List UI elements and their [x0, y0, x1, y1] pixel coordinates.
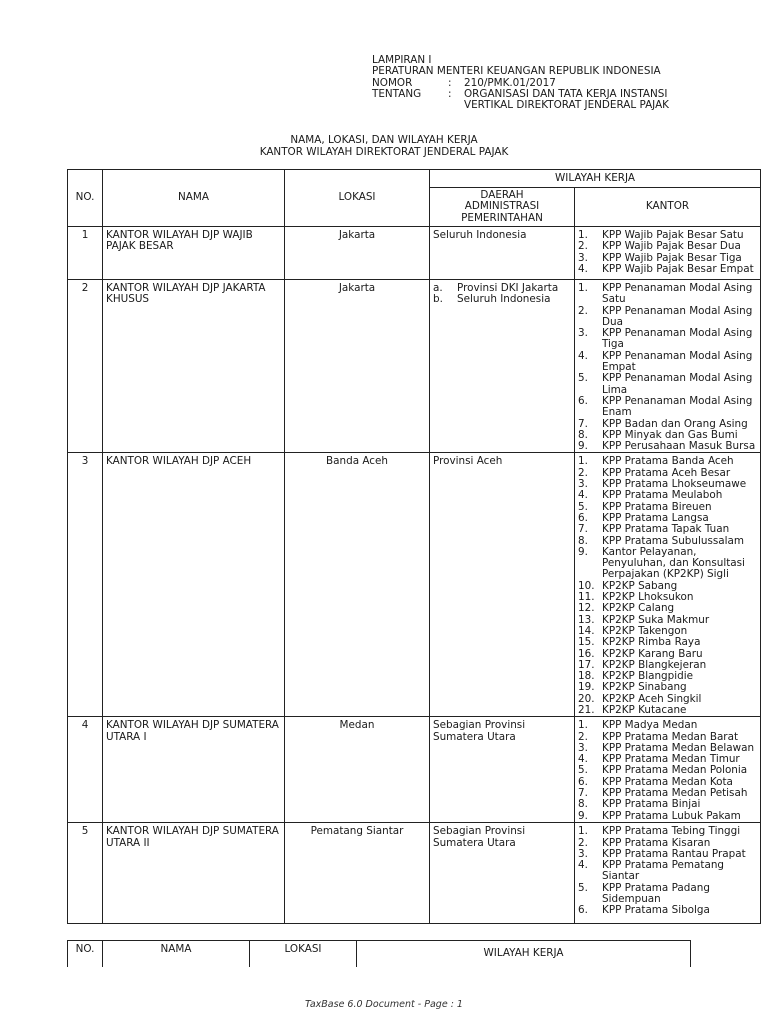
- item-text: KPP Penanaman Modal Asing Satu: [602, 282, 753, 306]
- row-kantor: [575, 227, 761, 280]
- item-number: 1.: [578, 825, 588, 838]
- item-number: 7.: [578, 787, 588, 800]
- table-row: [68, 453, 761, 717]
- header-kantor: KANTOR: [575, 188, 761, 227]
- kantor-item: [578, 441, 757, 452]
- daerah-item: [433, 826, 571, 849]
- header-wilayah-kerja: WILAYAH KERJA: [430, 170, 761, 188]
- table-row: [68, 823, 761, 924]
- item-number: 5.: [578, 881, 588, 894]
- row-no: 4: [68, 717, 103, 823]
- document-header: [372, 55, 669, 111]
- daerah-list: [433, 826, 571, 849]
- item-number: 4.: [578, 489, 588, 502]
- kantor-item: [578, 351, 757, 374]
- row-daerah: [430, 823, 575, 924]
- item-number: a.: [433, 282, 443, 294]
- item-text: KPP Pratama Padang Sidempuan: [602, 881, 710, 906]
- kantor-item: [578, 720, 757, 731]
- item-text: KPP Pratama Medan Kota: [602, 775, 733, 788]
- kantor-item: [578, 811, 757, 822]
- row-nama: KANTOR WILAYAH DJP JAKARTA KHUSUS: [103, 280, 285, 453]
- item-text: KP2KP Aceh Singkil: [602, 692, 702, 705]
- item-number: 7.: [578, 417, 588, 430]
- item-text: KPP Pratama Banda Aceh: [602, 455, 734, 468]
- kantor-item: [578, 883, 757, 906]
- item-number: 18.: [578, 670, 595, 683]
- tentang-separator: :: [448, 87, 452, 100]
- item-text: KPP Penanaman Modal Asing Tiga: [602, 327, 753, 351]
- row-nama: KANTOR WILAYAH DJP ACEH: [103, 453, 285, 717]
- item-number: 21.: [578, 703, 595, 716]
- item-number: 6.: [578, 775, 588, 788]
- kantor-list: [578, 230, 757, 275]
- table-row: [68, 227, 761, 280]
- nomor-separator: :: [448, 76, 452, 89]
- peraturan-title: PERATURAN MENTERI KEUANGAN REPUBLIK INDONESIA: [372, 65, 661, 78]
- item-number: 6.: [578, 394, 588, 407]
- item-number: 15.: [578, 636, 595, 649]
- item-text: Seluruh Indonesia: [457, 293, 551, 306]
- item-number: 17.: [578, 658, 595, 671]
- item-text: Kantor Pelayanan, Penyuluhan, dan Konsultasi Perpajakan (KP2KP) Sigli: [602, 545, 745, 581]
- item-number: b.: [433, 293, 443, 306]
- item-number: 4.: [578, 262, 588, 275]
- item-text: KPP Pratama Meulaboh: [602, 489, 723, 502]
- item-text: KPP Pratama Medan Barat: [602, 730, 739, 743]
- item-number: 1.: [578, 719, 588, 732]
- item-text: KPP Minyak dan Gas Bumi: [602, 428, 738, 441]
- item-number: 16.: [578, 647, 595, 660]
- nomor-value: 210/PMK.01/2017: [464, 76, 556, 89]
- header-daerah: DAERAH ADMINISTRASI PEMERINTAHAN: [430, 188, 575, 227]
- row-lokasi: Medan: [285, 717, 430, 823]
- tentang-row-2: [372, 100, 669, 111]
- item-text: KPP Pratama Binjai: [602, 798, 701, 811]
- item-number: 4.: [578, 859, 588, 872]
- item-number: 2.: [578, 304, 588, 317]
- row-kantor: [575, 453, 761, 717]
- item-text: KP2KP Blangpidie: [602, 670, 693, 683]
- row-no: 3: [68, 453, 103, 717]
- daerah-list: [433, 230, 571, 241]
- wilayah-table: [67, 169, 761, 924]
- kantor-list: [578, 456, 757, 716]
- item-text: KPP Pratama Tebing Tinggi: [602, 825, 741, 838]
- daerah-item: [433, 294, 571, 305]
- item-text: KP2KP Lhoksukon: [602, 591, 694, 604]
- kantor-item: [578, 373, 757, 396]
- daerah-item: [433, 230, 571, 241]
- row-lokasi: Jakarta: [285, 280, 430, 453]
- row-nama: KANTOR WILAYAH DJP SUMATERA UTARA II: [103, 823, 285, 924]
- kantor-list: [578, 283, 757, 452]
- item-number: 19.: [578, 681, 595, 694]
- item-text: KPP Pratama Kisaran: [602, 836, 711, 849]
- row-daerah: [430, 280, 575, 453]
- row-daerah: [430, 717, 575, 823]
- item-number: 1.: [578, 455, 588, 468]
- item-text: KPP Badan dan Orang Asing: [602, 417, 748, 430]
- item-number: 6.: [578, 511, 588, 524]
- kantor-list: [578, 826, 757, 916]
- lampiran-label: LAMPIRAN I: [372, 54, 432, 66]
- item-text: Sebagian Provinsi Sumatera Utara: [433, 719, 526, 743]
- kantor-item: [578, 705, 757, 716]
- item-text: KP2KP Sinabang: [602, 681, 687, 694]
- item-number: 1.: [578, 282, 588, 294]
- kantor-item: [578, 306, 757, 329]
- row-no: 2: [68, 280, 103, 453]
- item-number: 9.: [578, 545, 588, 558]
- daerah-list: [433, 720, 571, 743]
- item-text: KP2KP Calang: [602, 602, 675, 615]
- item-number: 3.: [578, 847, 588, 860]
- item-text: KPP Penanaman Modal Asing Dua: [602, 304, 753, 328]
- item-number: 2.: [578, 466, 588, 479]
- item-text: Sebagian Provinsi Sumatera Utara: [433, 825, 526, 849]
- row-nama: KANTOR WILAYAH DJP WAJIB PAJAK BESAR: [103, 227, 285, 280]
- foot-header-lokasi: LOKASI: [250, 941, 357, 968]
- row-lokasi: Banda Aceh: [285, 453, 430, 717]
- item-text: KP2KP Rimba Raya: [602, 636, 701, 649]
- item-text: Provinsi Aceh: [433, 455, 503, 468]
- foot-header-wilayah-kerja: WILAYAH KERJA: [357, 941, 691, 968]
- item-text: KPP Pratama Bireuen: [602, 500, 712, 513]
- row-daerah: [430, 453, 575, 717]
- item-number: 7.: [578, 523, 588, 536]
- kantor-item: [578, 860, 757, 883]
- table-row: [68, 717, 761, 823]
- continuation-header: [67, 940, 691, 967]
- item-text: KP2KP Sabang: [602, 579, 678, 592]
- item-text: Provinsi DKI Jakarta: [457, 282, 559, 294]
- kantor-item: [578, 283, 757, 306]
- item-text: KPP Pratama Lubuk Pakam: [602, 809, 741, 822]
- item-text: KPP Wajib Pajak Besar Dua: [602, 240, 741, 253]
- kantor-item: [578, 799, 757, 810]
- item-text: KP2KP Suka Makmur: [602, 613, 710, 626]
- kantor-list: [578, 720, 757, 822]
- item-text: KPP Penanaman Modal Asing Empat: [602, 349, 753, 374]
- item-number: 3.: [578, 327, 588, 340]
- kantor-item: [578, 547, 757, 581]
- item-text: KPP Pratama Aceh Besar: [602, 466, 731, 479]
- item-number: 8.: [578, 428, 588, 441]
- item-text: KPP Pratama Medan Polonia: [602, 764, 748, 777]
- item-number: 14.: [578, 624, 595, 637]
- table-body: [68, 227, 761, 924]
- kantor-item: [578, 264, 757, 275]
- title-line-1: NAMA, LOKASI, DAN WILAYAH KERJA: [290, 134, 478, 146]
- row-lokasi: Jakarta: [285, 227, 430, 280]
- item-number: 5.: [578, 372, 588, 385]
- item-text: KPP Pratama Sibolga: [602, 904, 710, 917]
- item-number: 3.: [578, 741, 588, 754]
- foot-header-no: NO.: [68, 941, 103, 968]
- row-kantor: [575, 280, 761, 453]
- item-number: 4.: [578, 349, 588, 362]
- item-text: KPP Wajib Pajak Besar Tiga: [602, 251, 742, 264]
- page-footer: TaxBase 6.0 Document - Page : 1: [305, 999, 463, 1010]
- item-number: 2.: [578, 730, 588, 743]
- nomor-label: NOMOR: [372, 76, 413, 89]
- item-text: KPP Pratama Rantau Prapat: [602, 847, 746, 860]
- tentang-value-1: ORGANISASI DAN TATA KERJA INSTANSI: [464, 87, 668, 100]
- item-text: KPP Pratama Medan Belawan: [602, 741, 755, 754]
- row-lokasi: Pematang Siantar: [285, 823, 430, 924]
- daerah-list: [433, 456, 571, 467]
- header-nama: NAMA: [103, 170, 285, 227]
- item-text: KPP Wajib Pajak Besar Empat: [602, 262, 754, 275]
- item-text: KPP Pratama Pematang Siantar: [602, 859, 725, 883]
- kantor-item: [578, 637, 757, 648]
- item-number: 8.: [578, 798, 588, 811]
- item-number: 3.: [578, 478, 588, 491]
- kantor-item: [578, 396, 757, 419]
- item-text: KPP Pratama Langsa: [602, 511, 709, 524]
- kantor-item: [578, 241, 757, 252]
- item-text: KPP Penanaman Modal Asing Enam: [602, 394, 753, 419]
- item-number: 3.: [578, 251, 588, 264]
- item-text: Seluruh Indonesia: [433, 229, 527, 241]
- header-lokasi: LOKASI: [285, 170, 430, 227]
- item-number: 20.: [578, 692, 595, 705]
- item-text: KP2KP Karang Baru: [602, 647, 703, 660]
- item-number: 8.: [578, 534, 588, 547]
- row-nama: KANTOR WILAYAH DJP SUMATERA UTARA I: [103, 717, 285, 823]
- item-number: 9.: [578, 440, 588, 453]
- item-text: KPP Pratama Subulussalam: [602, 534, 745, 547]
- item-number: 12.: [578, 602, 595, 615]
- item-number: 10.: [578, 579, 595, 592]
- title-line-2: KANTOR WILAYAH DIREKTORAT JENDERAL PAJAK: [259, 145, 509, 158]
- item-number: 6.: [578, 904, 588, 917]
- item-number: 2.: [578, 240, 588, 253]
- kantor-item: [578, 826, 757, 837]
- daerah-item: [433, 720, 571, 743]
- tentang-value-2: VERTIKAL DIREKTORAT JENDERAL PAJAK: [464, 99, 669, 112]
- kantor-item: [578, 328, 757, 351]
- table-row: [68, 280, 761, 453]
- daerah-list: [433, 283, 571, 306]
- kantor-item: [578, 682, 757, 693]
- item-text: KPP Madya Medan: [602, 719, 698, 732]
- item-number: 4.: [578, 753, 588, 766]
- item-text: KPP Pratama Medan Timur: [602, 753, 740, 766]
- kantor-item: [578, 524, 757, 535]
- kantor-item: [578, 905, 757, 916]
- kantor-item: [578, 603, 757, 614]
- item-text: KPP Penanaman Modal Asing Lima: [602, 372, 753, 396]
- item-text: KPP Wajib Pajak Besar Satu: [602, 229, 744, 241]
- item-number: 11.: [578, 591, 595, 604]
- item-number: 2.: [578, 836, 588, 849]
- row-kantor: [575, 823, 761, 924]
- header-no: NO.: [68, 170, 103, 227]
- item-text: KP2KP Takengon: [602, 624, 688, 637]
- item-text: KPP Pratama Tapak Tuan: [602, 523, 730, 536]
- item-number: 5.: [578, 500, 588, 513]
- item-text: KPP Pratama Medan Petisah: [602, 787, 748, 800]
- kantor-item: [578, 490, 757, 501]
- item-text: KP2KP Kutacane: [602, 703, 687, 716]
- row-kantor: [575, 717, 761, 823]
- tentang-label: TENTANG: [372, 87, 422, 100]
- foot-header-nama: NAMA: [103, 941, 250, 968]
- document-title: [0, 135, 768, 158]
- daerah-item: [433, 456, 571, 467]
- item-text: KPP Perusahaan Masuk Bursa: [602, 440, 756, 453]
- item-number: 5.: [578, 764, 588, 777]
- row-no: 1: [68, 227, 103, 280]
- item-number: 1.: [578, 229, 588, 241]
- item-text: KPP Pratama Lhokseumawe: [602, 478, 747, 491]
- item-text: KP2KP Blangkejeran: [602, 658, 707, 671]
- item-number: 9.: [578, 809, 588, 822]
- row-no: 5: [68, 823, 103, 924]
- item-number: 13.: [578, 613, 595, 626]
- row-daerah: [430, 227, 575, 280]
